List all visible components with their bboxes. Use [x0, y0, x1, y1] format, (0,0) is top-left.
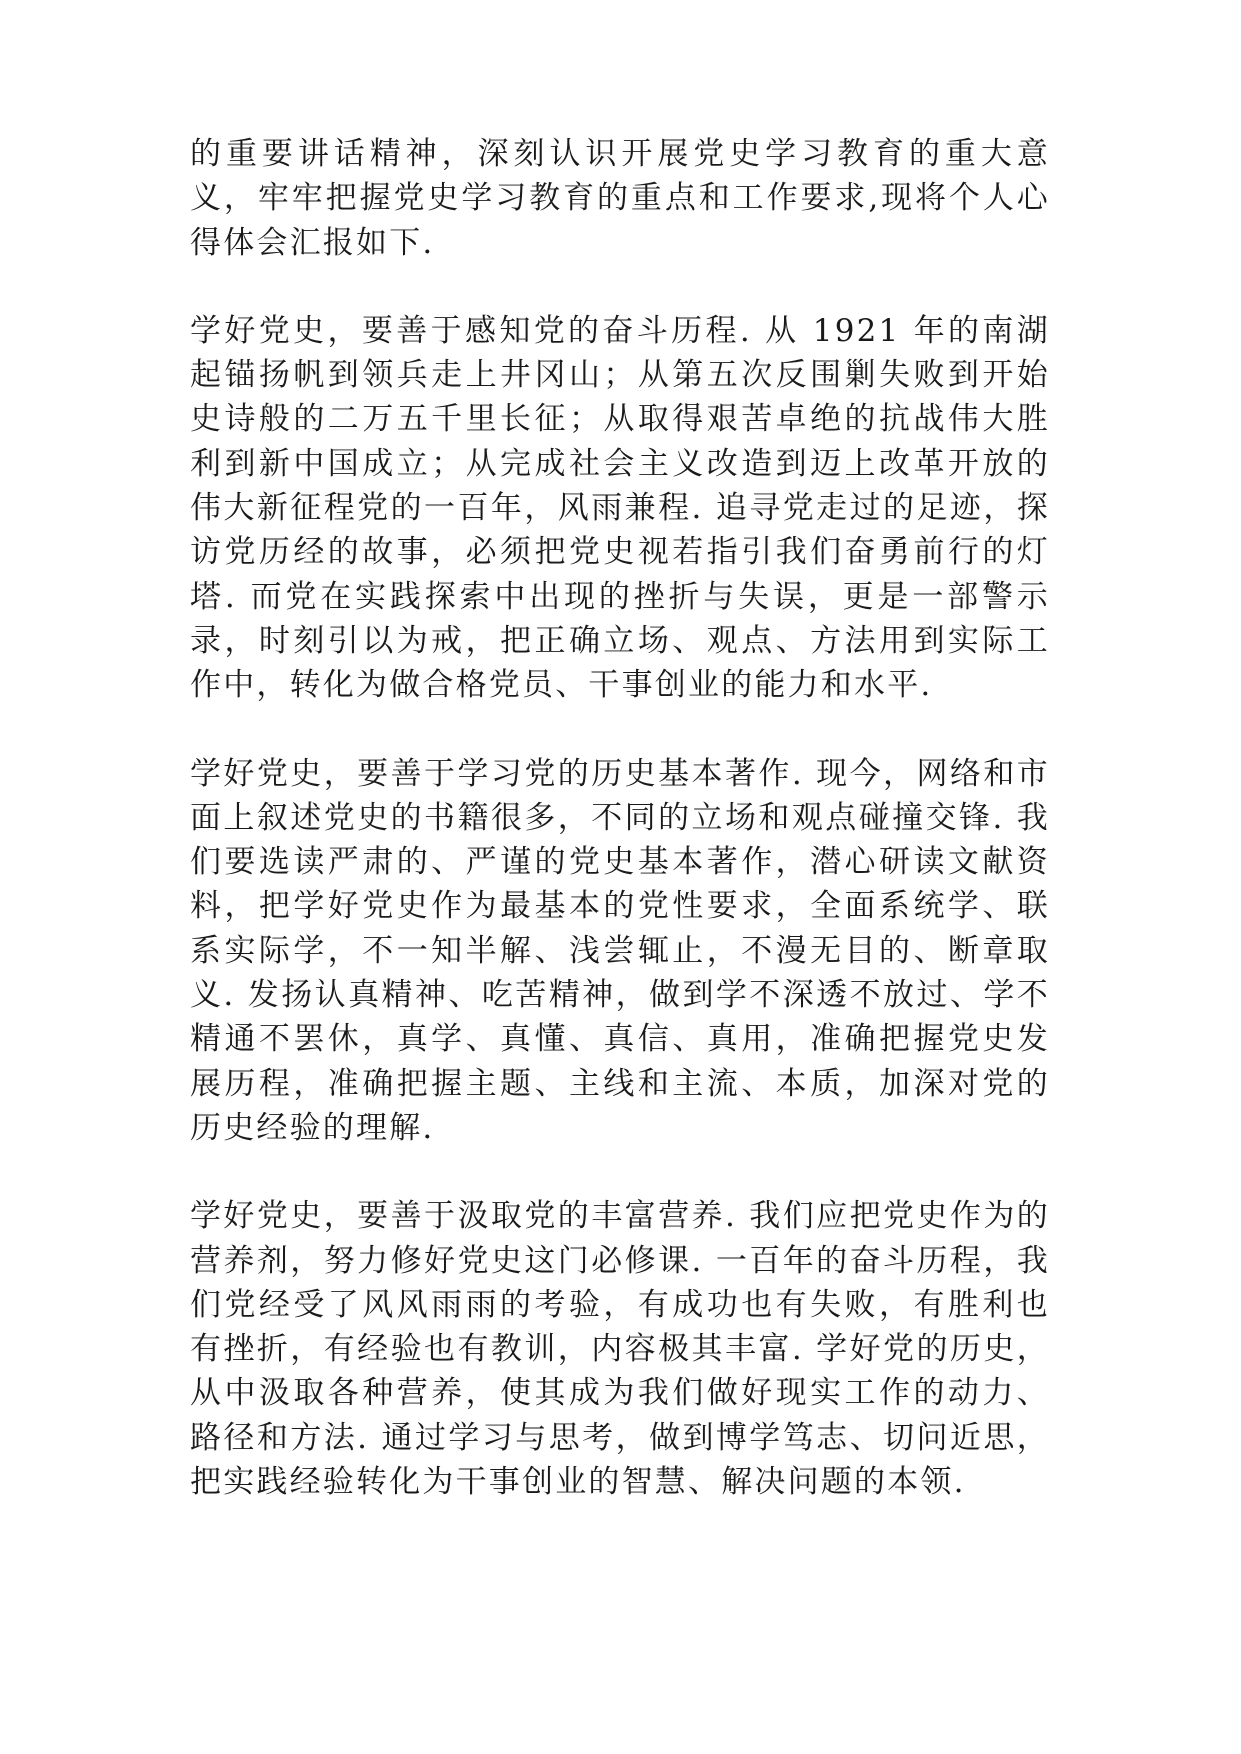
paragraph-intro-continuation: 的重要讲话精神，深刻认识开展党史学习教育的重大意义，牢牢把握党史学习教育的重点和工作要求,现将个人心得体会汇报如下.: [190, 136, 1050, 261]
paragraph-struggle-history: 学好党史，要善于感知党的奋斗历程. 从 1921 年的南湖起锚扬帆到领兵走上井冈山；从第五次反围剿失败到开始史诗般的二万五千里长征；从取得艰苦卓绝的抗战伟大胜利到新中国成立；从完成社会主义改造到迈上改革开放的伟大新征程党的一百年，风雨兼程. 追寻党走过的足迹，探访党历经的故事，必须把党史视若指引我们奋勇前行的灯塔. 而党在实践探索中出现的挫折与失误，更是一部警示录，时刻引以为戒，把正确立场、观点、方法用到实际工作中，转化为做合格党员、干事创业的能力和水平.: [190, 312, 1050, 704]
paragraph-basic-works: 学好党史，要善于学习党的历史基本著作. 现今，网络和市面上叙述党史的书籍很多，不同的立场和观点碰撞交锋. 我们要选读严肃的、严谨的党史基本著作，潜心研读文献资料，把学好党史作为最基本的党性要求，全面系统学、联系实际学，不一知半解、浅尝辄止，不漫无目的、断章取义. 发扬认真精神、吃苦精神，做到学不深透不放过、学不精通不罢休，真学、真懂、真信、真用，准确把握党史发展历程，准确把握主题、主线和主流、本质，加深对党的历史经验的理解.: [190, 755, 1050, 1146]
document-body: [190, 132, 1050, 1504]
paragraph-nourishment: 学好党史，要善于汲取党的丰富营养. 我们应把党史作为的营养剂，努力修好党史这门必修课. 一百年的奋斗历程，我们党经受了风风雨雨的考验，有成功也有失败，有胜利也有挫折，有经验也有教训，内容极其丰富. 学好党的历史，从中汲取各种营养，使其成为我们做好现实工作的动力、路径和方法. 通过学习与思考，做到博学笃志、切问近思，把实践经验转化为干事创业的智慧、解决问题的本领.: [190, 1198, 1050, 1501]
